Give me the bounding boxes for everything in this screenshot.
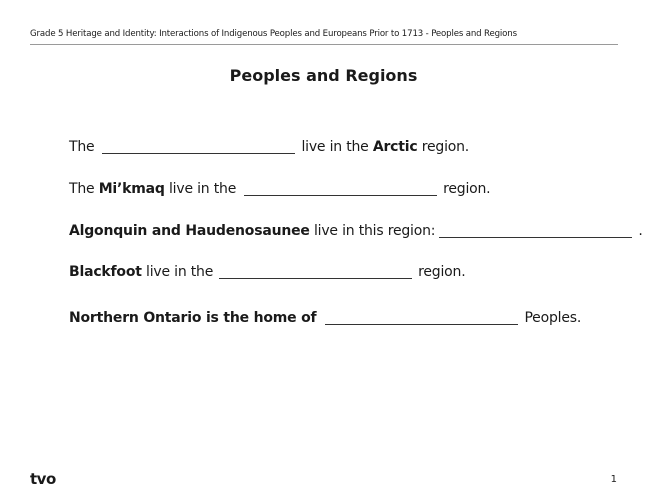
q4-people: Blackfoot [69, 264, 142, 280]
q3-text-after: . [638, 223, 643, 239]
document-header: Grade 5 Heritage and Identity: Interactions of Indigenous Peoples and Europeans Prior to 1713 - Peoples and Regions [30, 29, 517, 39]
question-1 [69, 139, 469, 155]
q2-blank[interactable] [244, 194, 437, 196]
q2-text-after: region. [443, 181, 491, 197]
q5-text: Northern Ontario is the home of [69, 310, 317, 326]
q2-people: Mi’kmaq [98, 181, 165, 197]
question-5 [69, 310, 581, 326]
q1-text-end: region. [417, 139, 470, 155]
q3-blank[interactable] [439, 236, 632, 238]
q5-text-after: Peoples. [524, 310, 582, 326]
q1-region: Arctic [372, 139, 418, 155]
page-title: Peoples and Regions [229, 66, 418, 85]
q4-text-after: region. [418, 264, 466, 280]
header-divider [30, 44, 618, 45]
q4-blank[interactable] [219, 277, 412, 279]
question-4 [69, 264, 465, 280]
question-3 [69, 223, 643, 239]
tvo-logo: tvo [30, 470, 56, 488]
q3-people: Algonquin and Haudenosaunee [69, 223, 310, 239]
q1-text-before: The [69, 139, 95, 155]
q1-text-after: live in the [301, 139, 373, 155]
q5-blank[interactable] [325, 323, 518, 325]
q2-text-before: The [69, 181, 99, 197]
q1-blank[interactable] [102, 152, 295, 154]
question-2 [69, 181, 490, 197]
q3-text: live in this region: [309, 223, 436, 239]
page-number: 1 [610, 474, 617, 485]
q4-text: live in the [141, 264, 214, 280]
q2-text-mid: live in the [164, 181, 237, 197]
